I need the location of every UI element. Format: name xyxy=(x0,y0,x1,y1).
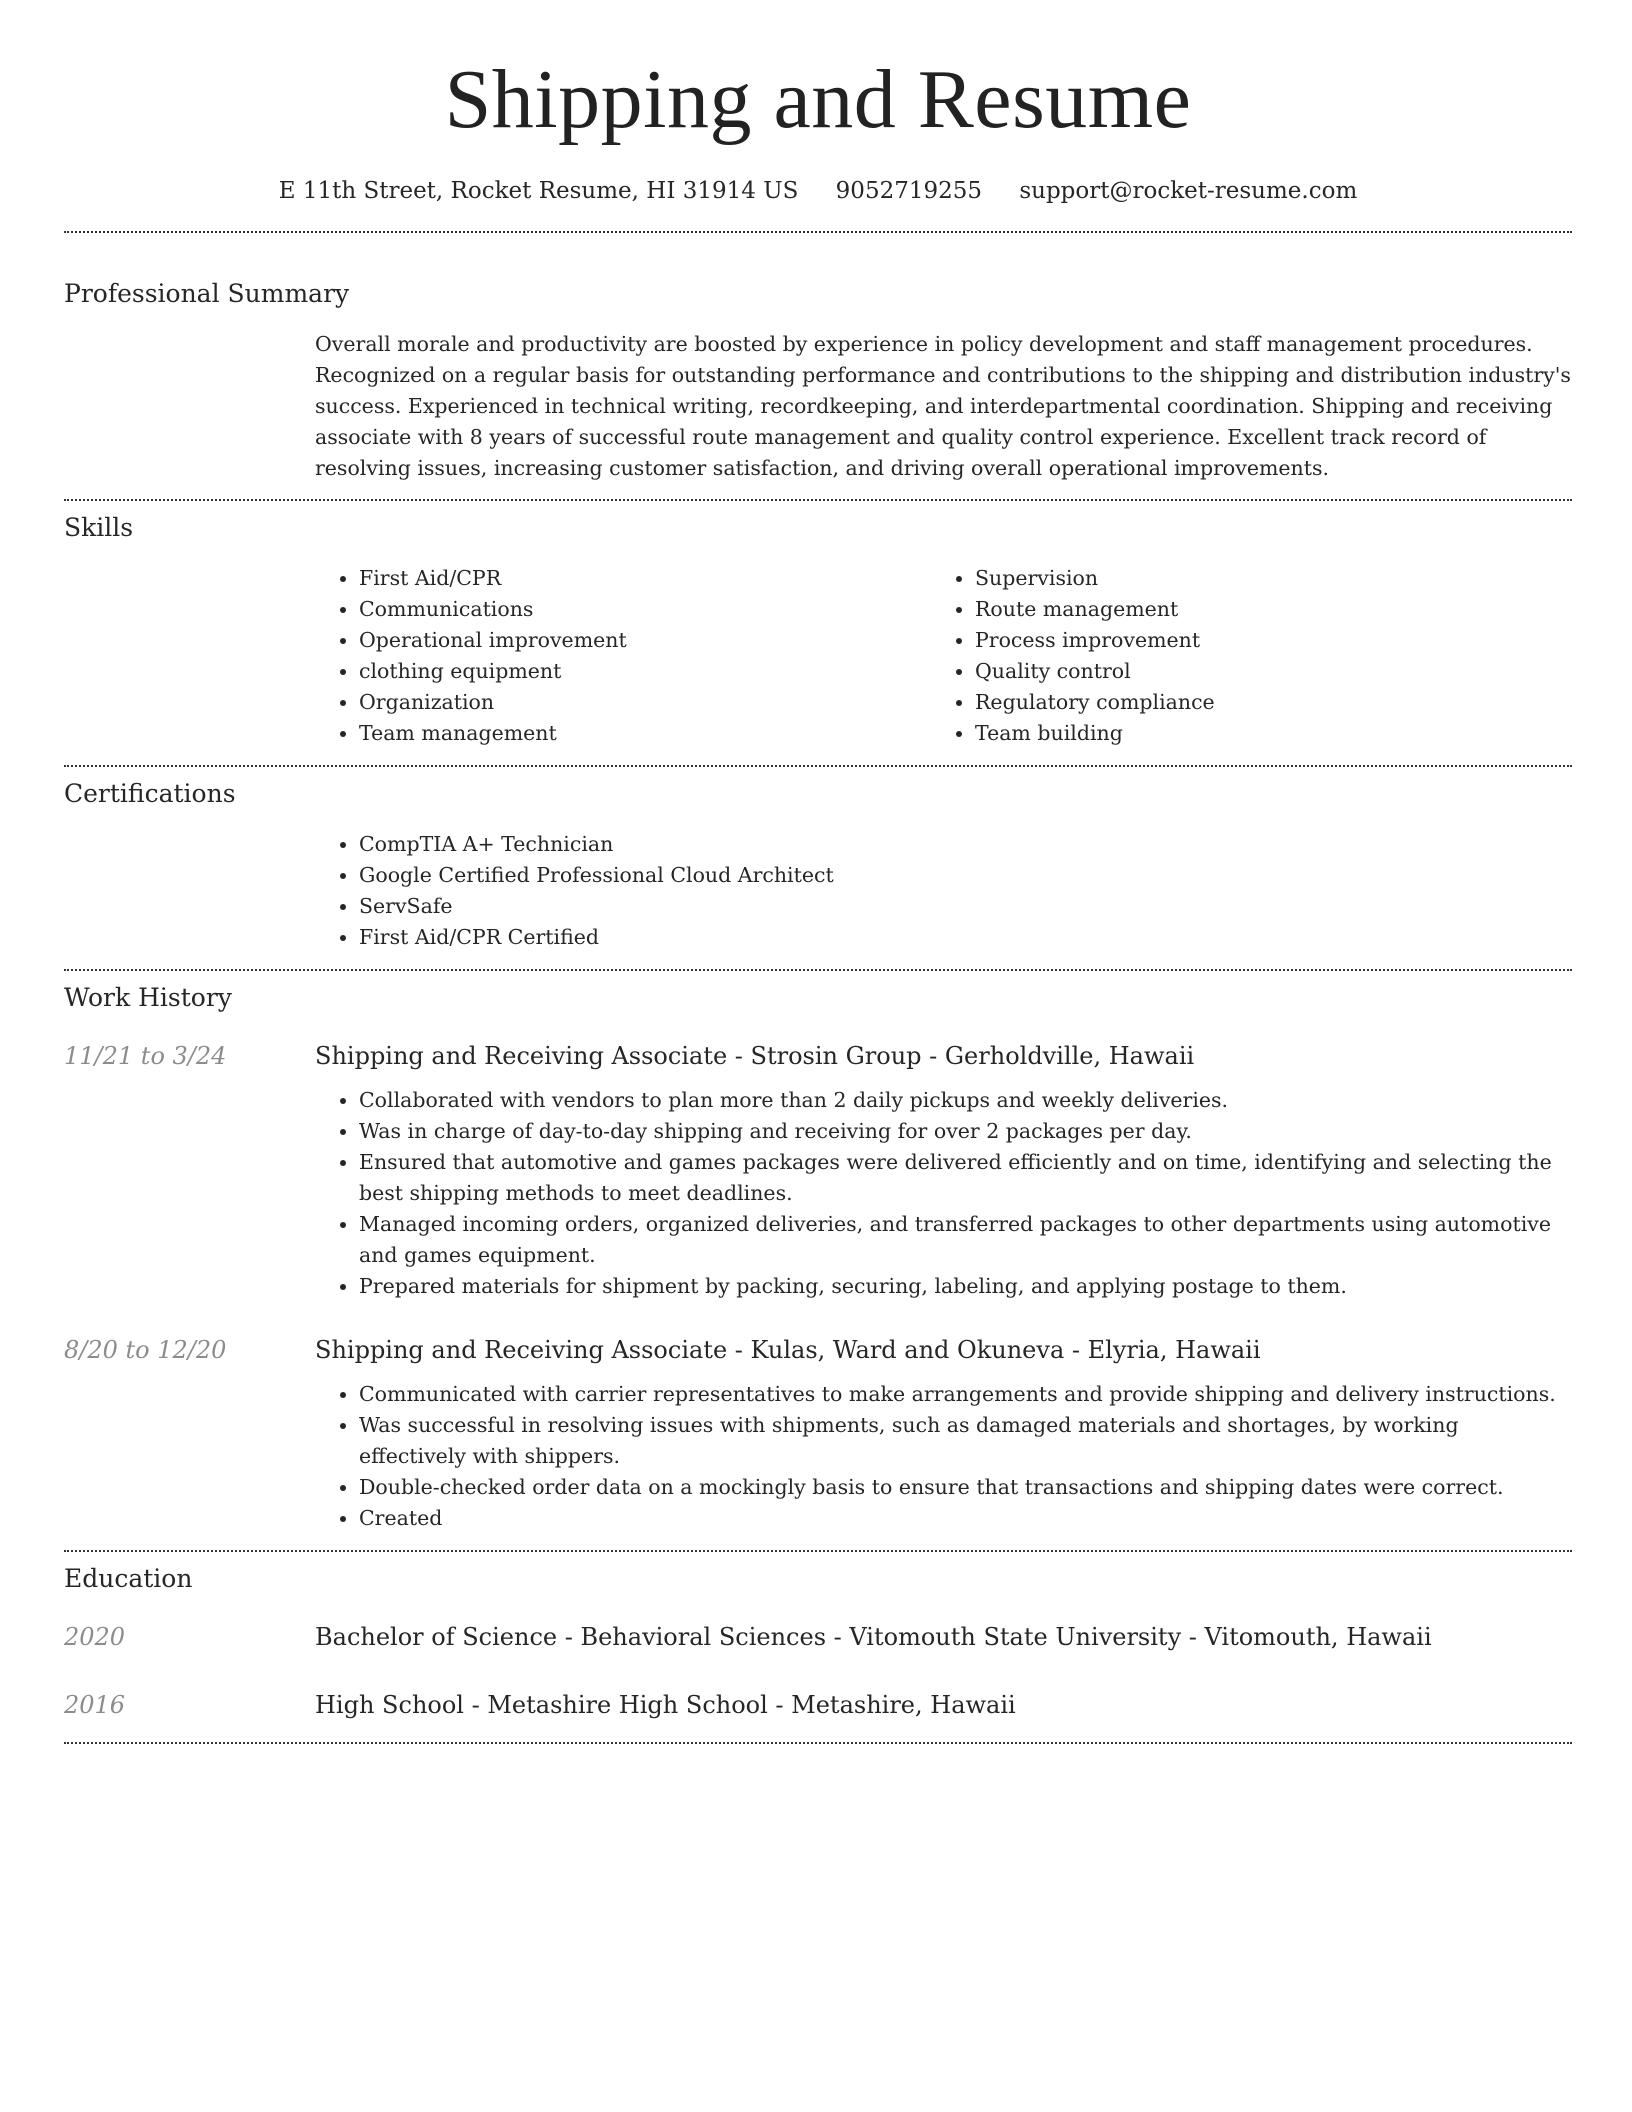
skill-item: • Organization xyxy=(359,687,931,718)
section-divider xyxy=(64,1742,1572,1744)
work-history-title: Work History xyxy=(64,983,232,1012)
education-entry xyxy=(64,1620,1572,1654)
job-bullet: • Ensured that automotive and games packages were delivered efficiently and on time, identifying and selecting the best shipping methods to meet deadlines. xyxy=(359,1147,1572,1209)
job-heading: Shipping and Receiving Associate - Strosin Group - Gerholdville, Hawaii xyxy=(315,1042,1195,1070)
education-heading: Bachelor of Science - Behavioral Sciences - Vitomouth State University - Vitomouth, Hawaii xyxy=(315,1623,1432,1651)
resume-page xyxy=(64,0,1572,1744)
contact-phone: 9052719255 xyxy=(835,178,983,204)
contact-line xyxy=(64,176,1572,206)
education-title: Education xyxy=(64,1564,193,1593)
certifications-title: Certifications xyxy=(64,779,236,808)
summary-text: Overall morale and productivity are boosted by experience in policy development and staff management procedures. Recognized on a regular basis for outstanding performance and contributions to the shipping and distribution industry's success. Experienced in technical writing, recordkeeping, and interdepartmental coordination. Shipping and receiving associate with 8 years of successful route management and quality control experience. Excellent track record of resolving issues, increasing customer satisfaction, and driving overall operational improvements. xyxy=(315,332,1571,480)
summary-section xyxy=(64,233,1572,484)
skills-list-left xyxy=(315,563,931,749)
certification-item: • ServSafe xyxy=(359,891,1572,922)
contact-email: support@rocket-resume.com xyxy=(1019,178,1358,204)
certifications-list xyxy=(315,829,1572,953)
certifications-section xyxy=(64,767,1572,953)
skill-item: • Operational improvement xyxy=(359,625,931,656)
skill-item: • Route management xyxy=(975,594,1547,625)
summary-title: Professional Summary xyxy=(64,279,350,308)
education-section xyxy=(64,1552,1572,1722)
job-bullet: • Communicated with carrier representatives to make arrangements and provide shipping and delivery instructions. xyxy=(359,1379,1572,1410)
job-bullet: • Was in charge of day-to-day shipping and receiving for over 2 packages per day. xyxy=(359,1116,1572,1147)
skill-item: • Supervision xyxy=(975,563,1547,594)
skill-item: • Communications xyxy=(359,594,931,625)
job-bullet: • Managed incoming orders, organized deliveries, and transferred packages to other departments using automotive and games equipment. xyxy=(359,1209,1572,1271)
certification-item: • First Aid/CPR Certified xyxy=(359,922,1572,953)
job-entry xyxy=(64,1333,1572,1534)
resume-header xyxy=(64,0,1572,206)
education-heading: High School - Metashire High School - Metashire, Hawaii xyxy=(315,1691,1016,1719)
skills-section xyxy=(64,501,1572,749)
job-bullets xyxy=(315,1379,1572,1534)
job-dates: 8/20 to 12/20 xyxy=(64,1336,227,1364)
job-bullet: • Created xyxy=(359,1503,1572,1534)
skill-item: • Team management xyxy=(359,718,931,749)
job-bullets xyxy=(315,1085,1572,1302)
certification-item: • Google Certified Professional Cloud Architect xyxy=(359,860,1572,891)
skills-title: Skills xyxy=(64,513,134,542)
job-bullet: • Double-checked order data on a mockingly basis to ensure that transactions and shipping dates were correct. xyxy=(359,1472,1572,1503)
job-heading: Shipping and Receiving Associate - Kulas, Ward and Okuneva - Elyria, Hawaii xyxy=(315,1336,1261,1364)
job-bullet: • Collaborated with vendors to plan more than 2 daily pickups and weekly deliveries. xyxy=(359,1085,1572,1116)
job-entry xyxy=(64,1039,1572,1302)
contact-address: E 11th Street, Rocket Resume, HI 31914 US xyxy=(278,178,799,204)
skill-item: • Team building xyxy=(975,718,1547,749)
certification-item: • CompTIA A+ Technician xyxy=(359,829,1572,860)
skill-item: • clothing equipment xyxy=(359,656,931,687)
job-bullet: • Prepared materials for shipment by packing, securing, labeling, and applying postage to them. xyxy=(359,1271,1572,1302)
job-bullet: • Was successful in resolving issues with shipments, such as damaged materials and shortages, by working effectively with shippers. xyxy=(359,1410,1572,1472)
skills-list-right xyxy=(931,563,1547,749)
education-entry xyxy=(64,1688,1572,1722)
education-year: 2020 xyxy=(64,1623,126,1651)
education-year: 2016 xyxy=(64,1691,126,1719)
candidate-name: Shipping and Resume xyxy=(444,53,1192,146)
skill-item: • Regulatory compliance xyxy=(975,687,1547,718)
job-dates: 11/21 to 3/24 xyxy=(64,1042,227,1070)
skill-item: • Quality control xyxy=(975,656,1547,687)
skill-item: • First Aid/CPR xyxy=(359,563,931,594)
skill-item: • Process improvement xyxy=(975,625,1547,656)
work-history-section xyxy=(64,971,1572,1534)
